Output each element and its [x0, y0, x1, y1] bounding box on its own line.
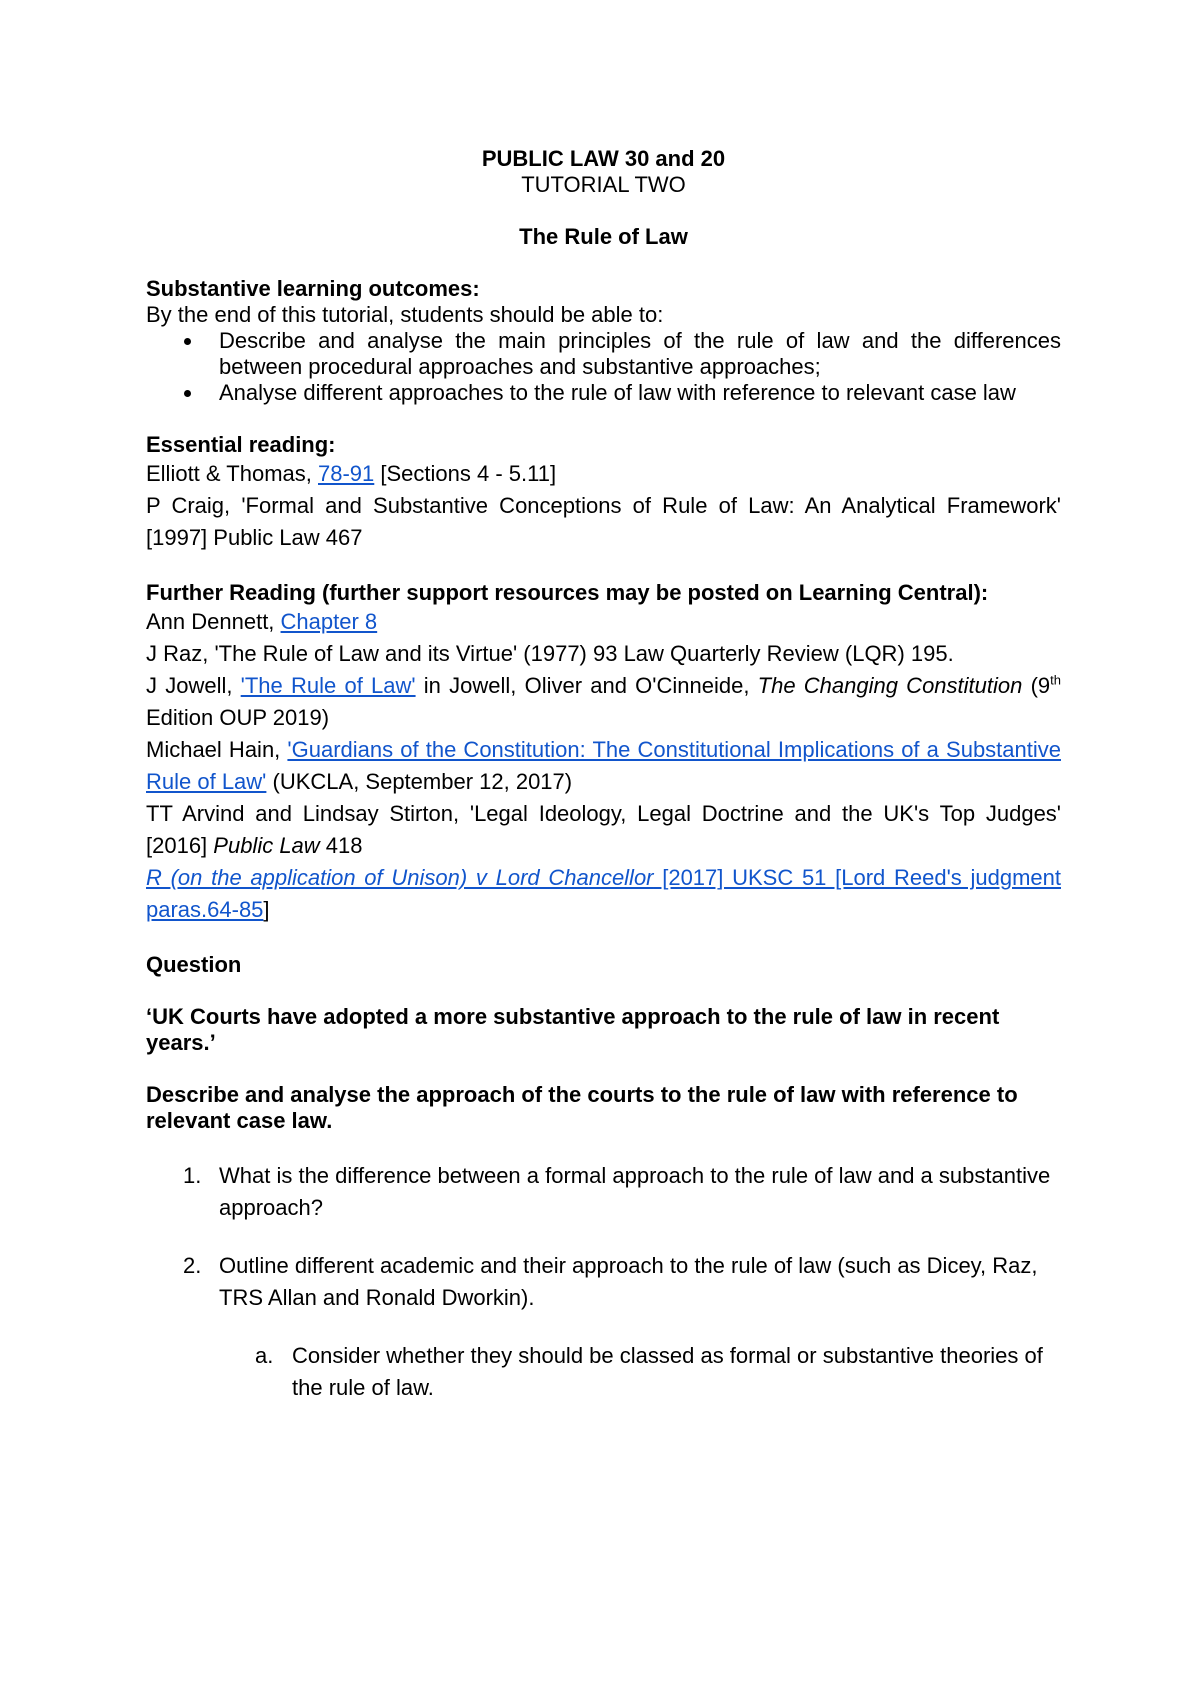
further-heading: Further Reading (further support resources may be posted on Learning Central): [146, 580, 989, 605]
further-reading-6: R (on the application of Unison) v Lord Chancellor [2017] UKSC 51 [Lord Reed's judgment paras.64-85] [146, 865, 1061, 922]
item-number: 2. [183, 1253, 202, 1278]
bullet-icon [184, 390, 191, 397]
course-title: PUBLIC LAW 30 and 20 [481, 146, 726, 171]
further-reading-2: J Raz, 'The Rule of Law and its Virtue' (1977) 93 Law Quarterly Review (LQR) 195. [146, 641, 954, 666]
document-body [146, 146, 1061, 1404]
list-item: 2. Outline different academic and their approach to the rule of law (such as Dicey, Raz, TRS Allan and Ronald Dworkin). [146, 1250, 1061, 1314]
outcomes-list [146, 328, 1061, 406]
dennett-chapter-link[interactable]: Chapter 8 [280, 609, 378, 634]
jowell-rule-of-law-link[interactable]: 'The Rule of Law' [240, 673, 416, 698]
tutorial-title: TUTORIAL TWO [521, 172, 686, 197]
unison-case-link[interactable]: R (on the application of Unison) v Lord Chancellor [146, 865, 654, 890]
hain-guardians-link[interactable]: 'Guardians of the Constitution: The Constitutional Implications of a Substantive Rule of Law' [146, 737, 1061, 794]
essential-reading-2: P Craig, 'Formal and Substantive Conceptions of Rule of Law: An Analytical Framework' [1997] Public Law 467 [146, 493, 1061, 550]
essential-heading: Essential reading: [146, 432, 336, 457]
item-number: 1. [183, 1163, 202, 1188]
question-quote: ‘UK Courts have adopted a more substantive approach to the rule of law in recent years.’ [146, 1004, 1000, 1055]
question-task: Describe and analyse the approach of the courts to the rule of law with reference to relevant case law. [146, 1082, 1018, 1133]
further-reading-4: Michael Hain, 'Guardians of the Constitution: The Constitutional Implications of a Substantive Rule of Law' (UKCLA, September 12, 2017) [146, 737, 1061, 794]
elliott-thomas-link[interactable]: 78-91 [318, 461, 375, 486]
outcomes-intro: By the end of this tutorial, students should be able to: [146, 302, 664, 327]
further-reading-3: J Jowell, 'The Rule of Law' in Jowell, Oliver and O'Cinneide, The Changing Constitution (9th Edition OUP 2019) [146, 672, 1061, 730]
bullet-icon [184, 338, 191, 345]
outcomes-heading: Substantive learning outcomes: [146, 276, 480, 301]
list-item: Analyse different approaches to the rule of law with reference to relevant case law [146, 380, 1061, 406]
further-reading-1: Ann Dennett, Chapter 8 [146, 609, 378, 634]
essential-reading-1: Elliott & Thomas, 78-91 [Sections 4 - 5.11] [146, 461, 557, 486]
unison-judgment-link[interactable]: [2017] UKSC 51 [Lord Reed's judgment paras.64-85 [146, 865, 1061, 922]
item-letter: a. [255, 1343, 274, 1368]
question-heading: Question [146, 952, 242, 977]
further-reading-5: TT Arvind and Lindsay Stirton, 'Legal Ideology, Legal Doctrine and the UK's Top Judges' [2016] Public Law 418 [146, 801, 1061, 858]
topic-title: The Rule of Law [519, 224, 688, 249]
list-item: Describe and analyse the main principles of the rule of law and the differences between procedural approaches and substantive approaches; [146, 328, 1061, 380]
list-item: 1. What is the difference between a formal approach to the rule of law and a substantive approach? [146, 1160, 1061, 1224]
list-item: a. Consider whether they should be classed as formal or substantive theories of the rule of law. [146, 1340, 1061, 1404]
